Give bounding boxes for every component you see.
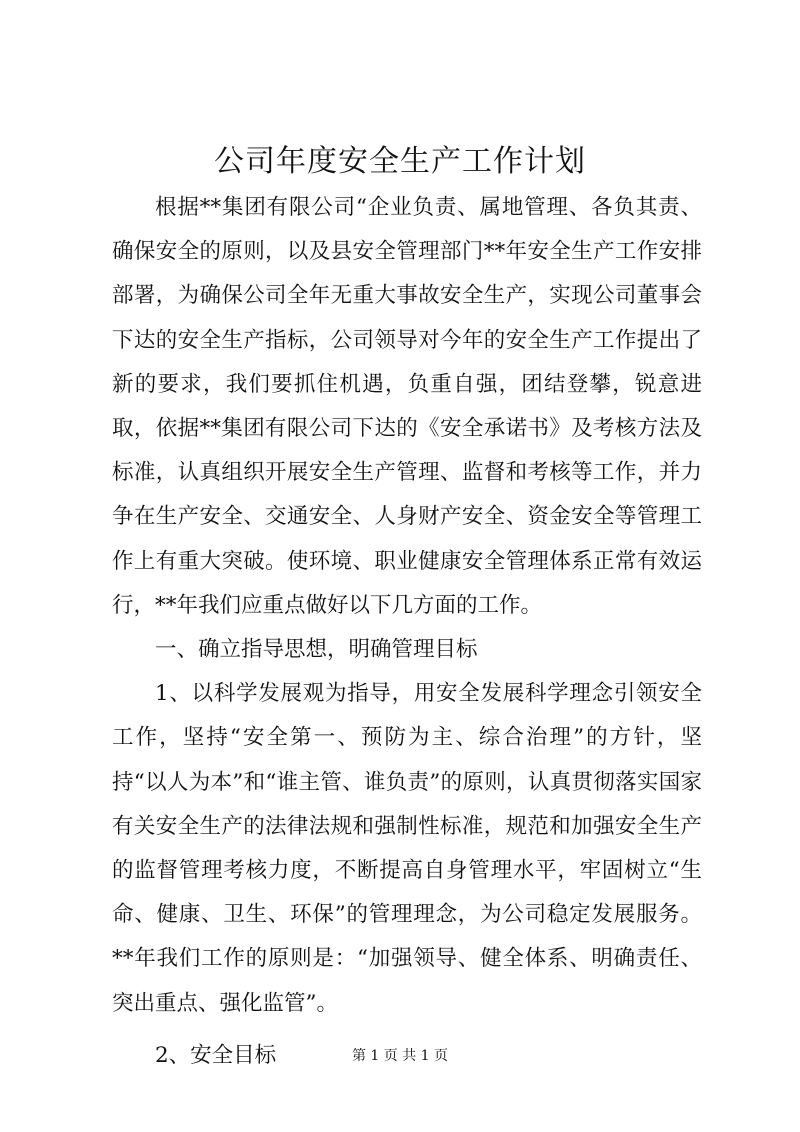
document-body (112, 186, 702, 1078)
paragraph-item-2: 2、安全目标 (155, 1042, 277, 1068)
page-footer: 第 1 页 共 1 页 (351, 1048, 449, 1064)
document-title: 公司年度安全生产工作计划 (214, 144, 586, 179)
section-heading-1: 一、确立指导思想，明确管理目标 (155, 637, 478, 663)
paragraph-item-1: 1、以科学发展观为指导，用安全发展科学理念引领安全工作，坚持“安全第一、预防为主、综合治理”的方针，坚持“以人为本”和“谁主管、谁负责”的原则，认真贯彻落实国家有关安全生产的法律法规和强制性标准，规范和加强安全生产的监督管理考核力度，不断提高自身管理水平，牢固树立“生命、健康、卫生、环保”的管理理念，为公司稳定发展服务。**年我们工作的原则是：“加强领导、健全体系、明确责任、突出重点、强化监管”。 (112, 681, 702, 1016)
paragraph-intro: 根据**集团有限公司“企业负责、属地管理、各负其责、确保安全的原则，以及县安全管理部门**年安全生产工作安排部署，为确保公司全年无重大事故安全生产，实现公司董事会下达的安全生产指标，公司领导对今年的安全生产工作提出了新的要求，我们要抓住机遇，负重自强，团结登攀，锐意进取，依据**集团有限公司下达的《安全承诺书》及考核方法及标准，认真组织开展安全生产管理、监督和考核等工作，并力争在生产安全、交通安全、人身财产安全、资金安全等管理工作上有重大突破。使环境、职业健康安全管理体系正常有效运行，**年我们应重点做好以下几方面的工作。 (112, 195, 702, 618)
